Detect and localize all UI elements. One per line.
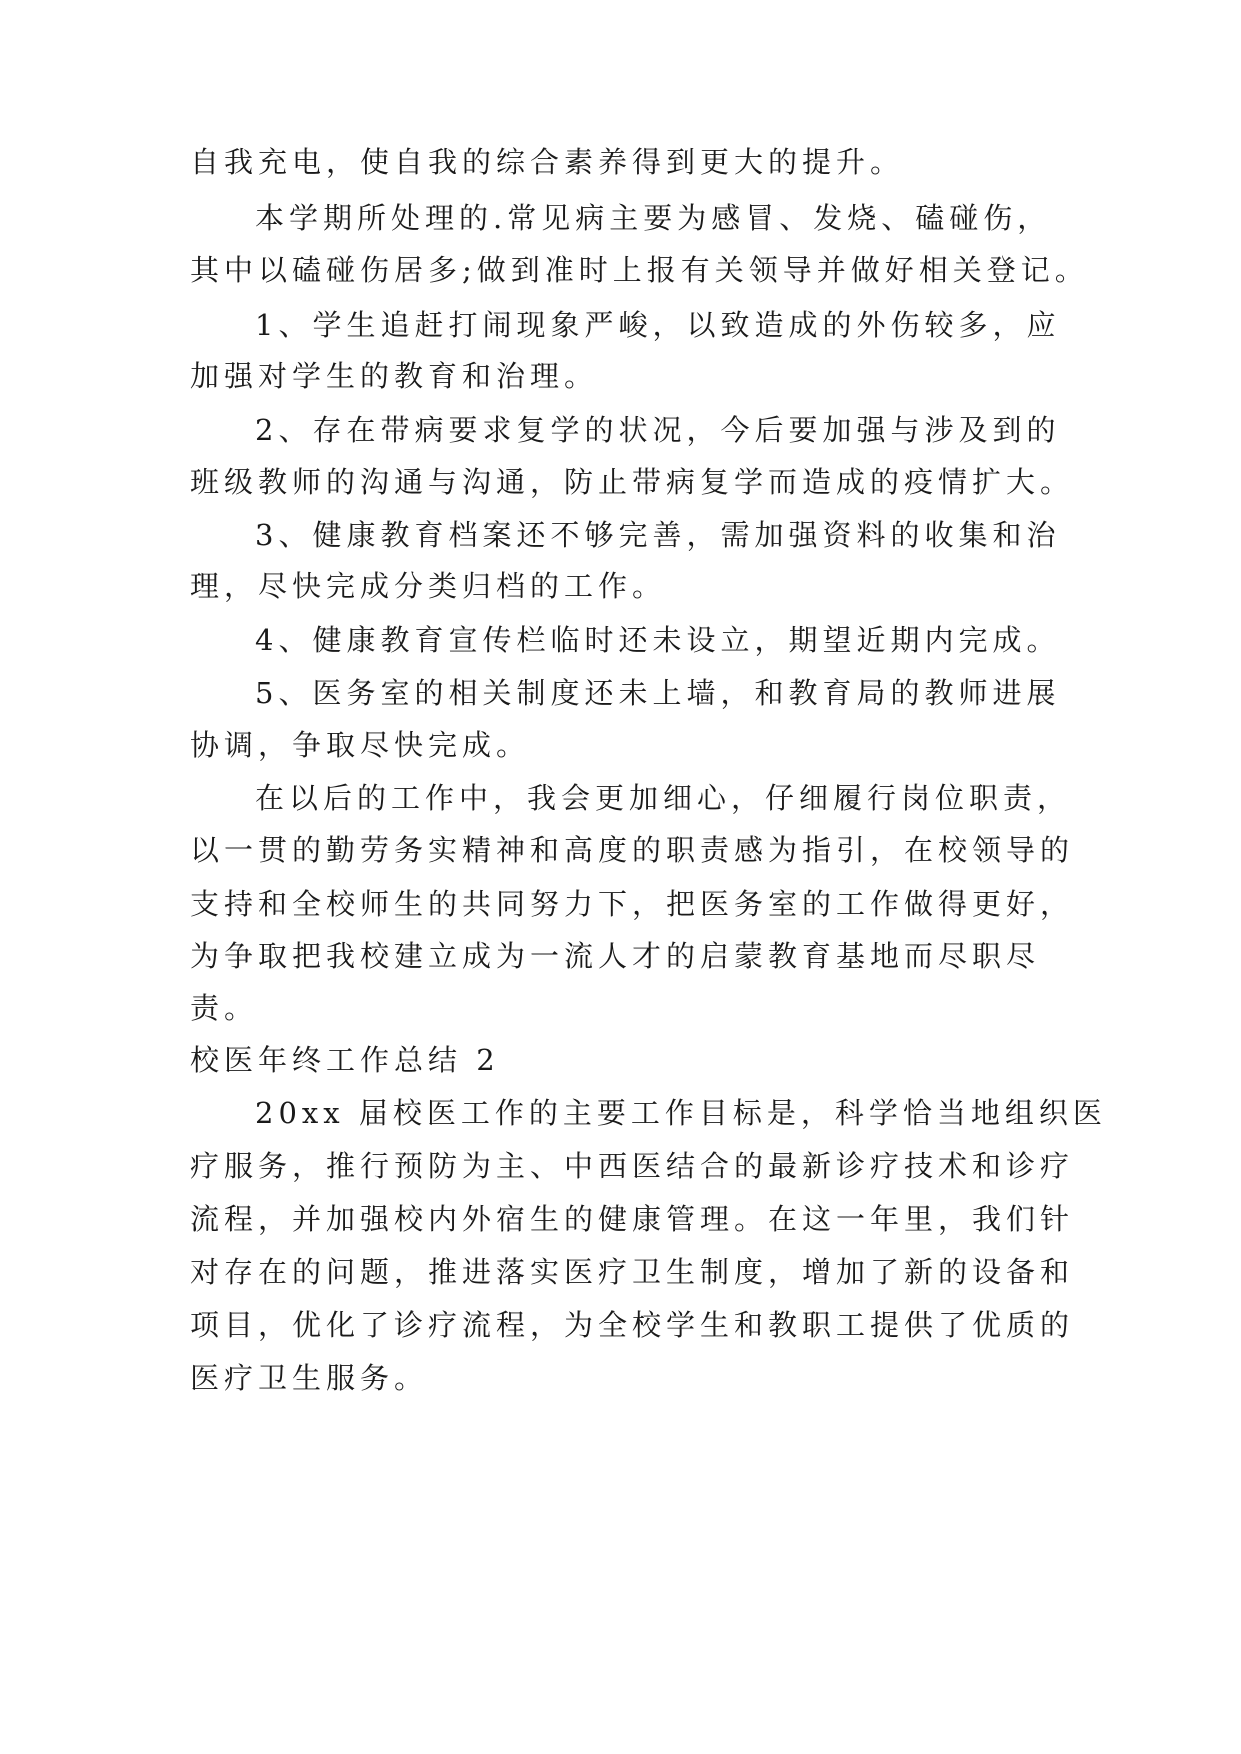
paragraph-line: 20xx 届校医工作的主要工作目标是，科学恰当地组织医 bbox=[255, 1096, 1107, 1130]
list-item-1: 1、学生追赶打闹现象严峻，以致造成的外伤较多，应 bbox=[255, 308, 1061, 342]
list-item-4: 4、健康教育宣传栏临时还未设立，期望近期内完成。 bbox=[255, 623, 1061, 657]
paragraph-line: 理，尽快完成分类归档的工作。 bbox=[190, 569, 667, 603]
paragraph-line: 项目，优化了诊疗流程，为全校学生和教职工提供了优质的 bbox=[190, 1308, 1075, 1342]
paragraph-line: 本学期所处理的.常见病主要为感冒、发烧、磕碰伤， bbox=[255, 201, 1052, 235]
paragraph-line: 支持和全校师生的共同努力下，把医务室的工作做得更好， bbox=[190, 887, 1075, 921]
paragraph-line: 班级教师的沟通与沟通，防止带病复学而造成的疫情扩大。 bbox=[190, 465, 1075, 499]
paragraph-line: 自我充电，使自我的综合素养得到更大的提升。 bbox=[190, 145, 905, 179]
paragraph-line: 疗服务，推行预防为主、中西医结合的最新诊疗技术和诊疗 bbox=[190, 1149, 1075, 1183]
paragraph-line: 责。 bbox=[190, 991, 259, 1025]
paragraph-line: 在以后的工作中，我会更加细心，仔细履行岗位职责， bbox=[255, 781, 1072, 815]
paragraph-line: 对存在的问题，推进落实医疗卫生制度，增加了新的设备和 bbox=[190, 1255, 1075, 1289]
paragraph-line: 加强对学生的教育和治理。 bbox=[190, 359, 599, 393]
list-item-3: 3、健康教育档案还不够完善，需加强资料的收集和治 bbox=[255, 518, 1061, 552]
paragraph-line: 以一贯的勤劳务实精神和高度的职责感为指引，在校领导的 bbox=[190, 833, 1075, 867]
list-item-2: 2、存在带病要求复学的状况，今后要加强与涉及到的 bbox=[255, 413, 1061, 447]
paragraph-line: 医疗卫生服务。 bbox=[190, 1361, 429, 1395]
paragraph-line: 协调，争取尽快完成。 bbox=[190, 728, 531, 762]
paragraph-line: 其中以磕碰伤居多;做到准时上报有关领导并做好相关登记。 bbox=[190, 253, 1089, 287]
list-item-5: 5、医务室的相关制度还未上墙，和教育局的教师进展 bbox=[255, 676, 1061, 710]
section-heading: 校医年终工作总结 2 bbox=[190, 1043, 500, 1077]
paragraph-line: 为争取把我校建立成为一流人才的启蒙教育基地而尽职尽 bbox=[190, 939, 1041, 973]
paragraph-line: 流程，并加强校内外宿生的健康管理。在这一年里，我们针 bbox=[190, 1202, 1075, 1236]
